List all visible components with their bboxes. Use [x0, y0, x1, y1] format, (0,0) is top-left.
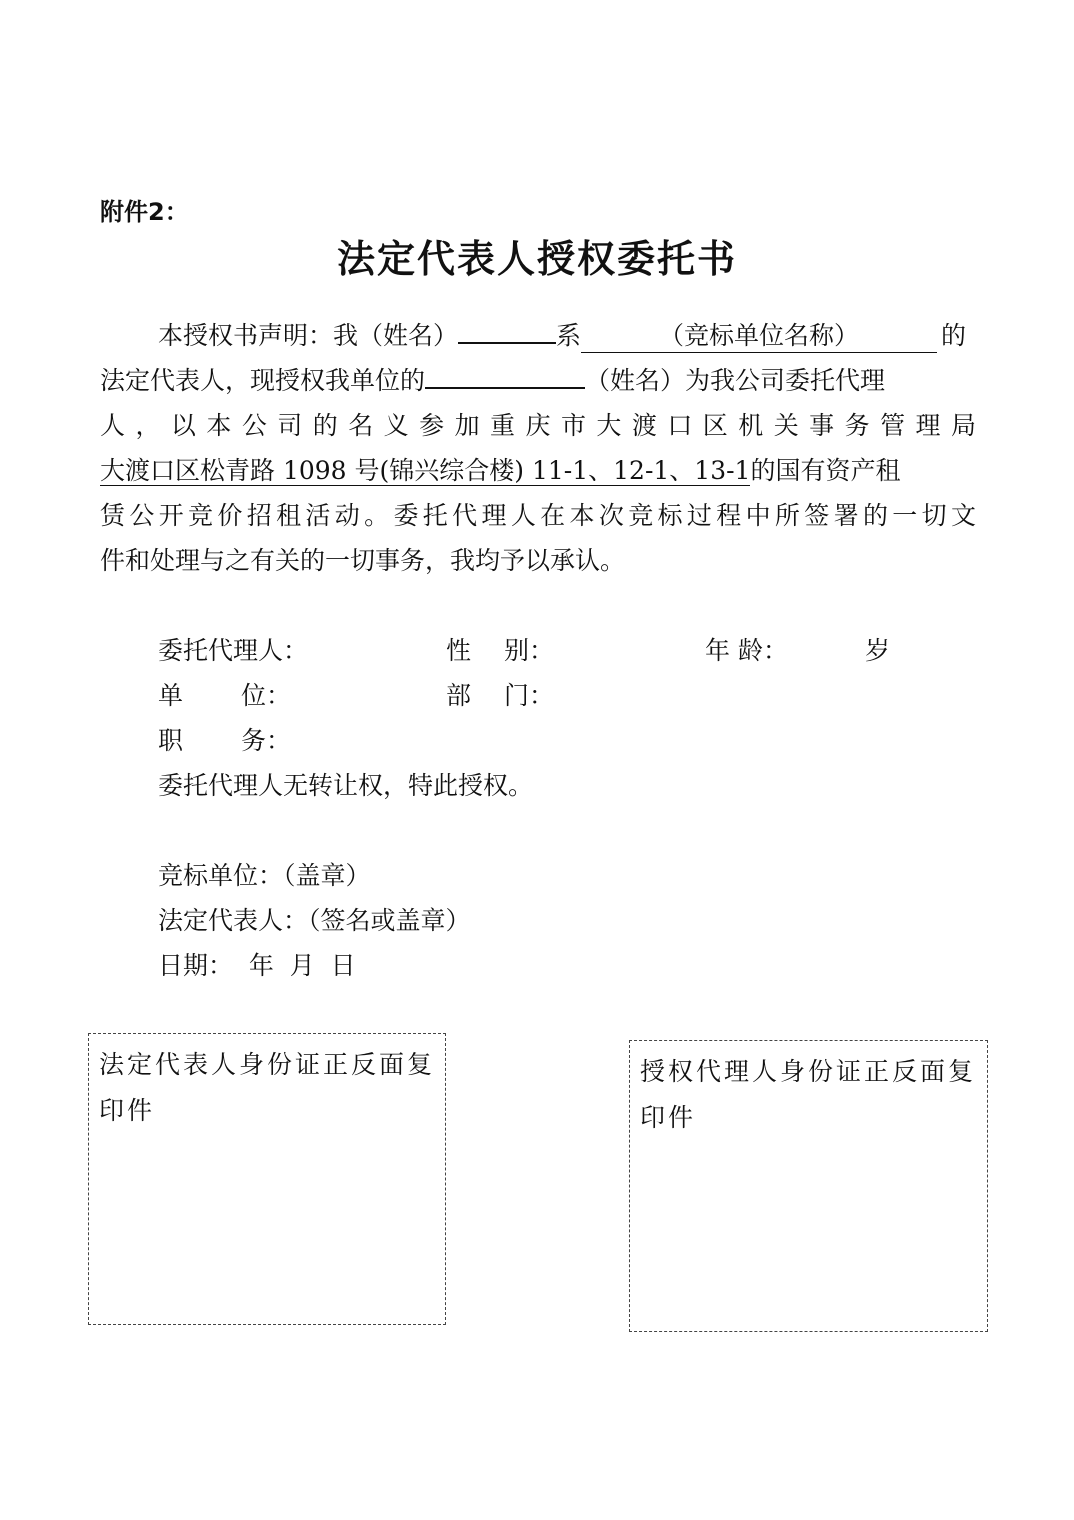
- statement-line-6: 件和处理与之有关的一切事务，我均予以承认。: [100, 546, 626, 575]
- agent-id-copy-label: 授权代理人身份证正反面复印件: [640, 1057, 977, 1132]
- statement-text: 的国有资产租: [750, 456, 901, 485]
- statement-text: 本授权书声明：我（姓名）: [158, 321, 459, 350]
- gender-label: 性 别：: [446, 636, 554, 665]
- statement-line-1: [100, 316, 976, 353]
- statement-text: 法定代表人，现授权我单位的: [100, 366, 426, 395]
- legal-rep-id-copy-label: 法定代表人身份证正反面复印件: [99, 1050, 436, 1125]
- statement-line-5: 赁公开竞价招租活动。委托代理人在本次竞标过程中所签署的一切文: [100, 501, 976, 530]
- unit-label: 单 位：: [158, 681, 291, 710]
- bidder-name-blank[interactable]: [581, 316, 937, 353]
- document-title: 法定代表人授权委托书: [336, 236, 737, 281]
- statement-line-3: 人，以本公司的名义参加重庆市大渡口区机关事务管理局: [100, 411, 976, 440]
- attachment-label: 附件2：: [100, 198, 189, 226]
- department-label: 部 门：: [446, 681, 554, 710]
- statement-line-2: [100, 361, 976, 397]
- legal-rep-id-copy-box: [88, 1033, 446, 1325]
- statement-text: 系: [556, 321, 582, 350]
- legal-rep-signature-line: 法定代表人：（签名或盖章）: [158, 906, 471, 935]
- statement-text: （竞标单位名称）: [659, 321, 860, 350]
- statement-text: 的: [941, 321, 967, 350]
- age-label: 年 龄：: [705, 636, 788, 665]
- name-blank[interactable]: [458, 342, 556, 344]
- property-address: 大渡口区松青路 1098 号(锦兴综合楼) 11-1、12-1、13-1: [100, 456, 751, 485]
- position-label: 职 务：: [158, 726, 291, 755]
- statement-text: （姓名）为我公司委托代理: [585, 366, 886, 395]
- agent-id-copy-box: [629, 1040, 988, 1332]
- agent-name-blank[interactable]: [425, 387, 585, 389]
- no-transfer-note: 委托代理人无转让权，特此授权。: [158, 771, 534, 800]
- age-unit: 岁: [865, 636, 891, 665]
- bidder-seal-line: 竞标单位：（盖章）: [158, 861, 371, 890]
- date-line: 日期： 年 月 日: [158, 951, 356, 980]
- agent-name-label: 委托代理人：: [158, 636, 309, 665]
- statement-line-4: [100, 451, 976, 487]
